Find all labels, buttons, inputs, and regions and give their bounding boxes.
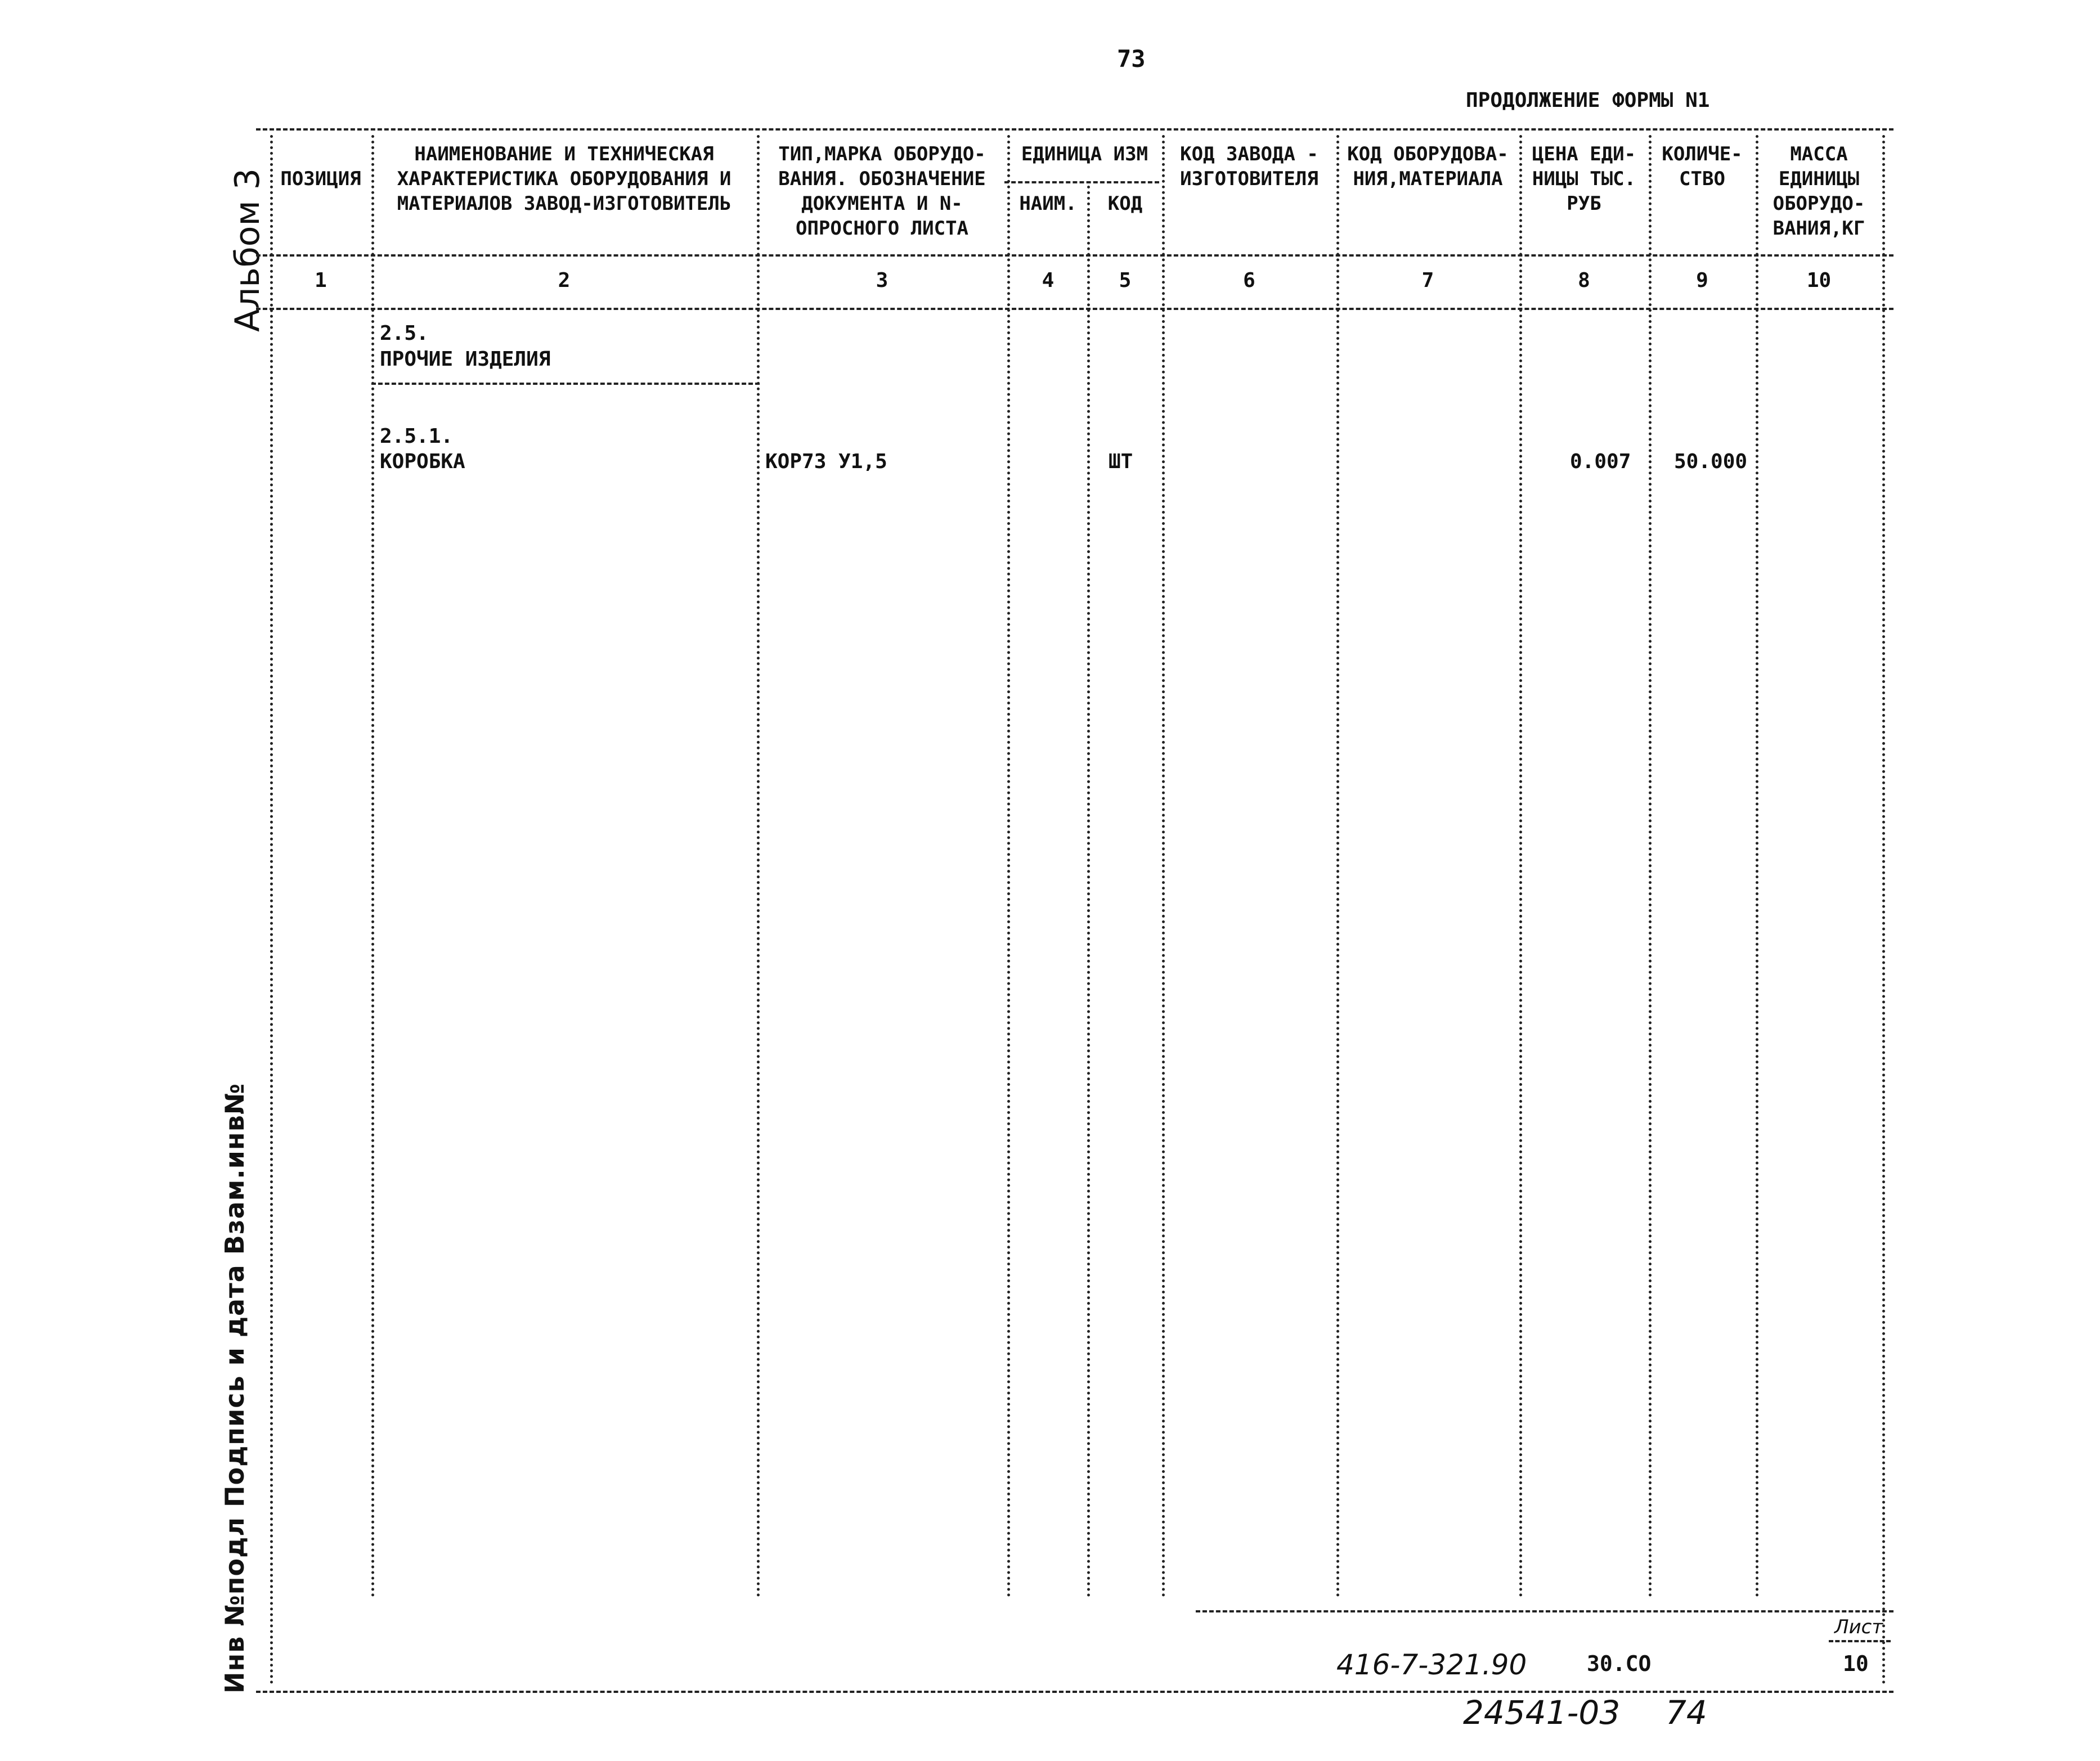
rule-header-bottom (256, 254, 1893, 257)
doc-code: 416-7-321.90 (1336, 1648, 1527, 1681)
header-type: ТИП,МАРКА ОБОРУДО- ВАНИЯ. ОБОЗНАЧЕНИЕ ДОКУМЕНТА И N-ОПРОСНОГО ЛИСТА (778, 143, 986, 240)
section-number: 2.5. (380, 322, 429, 345)
colnum-6: 6 (1243, 269, 1255, 292)
rule-footer-top (1196, 1610, 1893, 1612)
rule-bottom (256, 1691, 1893, 1693)
item-unit: ШТ (1109, 450, 1133, 473)
col-line-3 (1007, 135, 1010, 1598)
sheet-number: 10 (1843, 1651, 1869, 1676)
doc-sub: 30.СО (1587, 1651, 1652, 1676)
col-line-8 (1649, 135, 1652, 1598)
col-line-5 (1162, 135, 1165, 1598)
rule-section (371, 383, 760, 385)
colnum-4: 4 (1042, 269, 1055, 292)
continuation-title: ПРОДОЛЖЕНИЕ ФОРМЫ N1 (1466, 89, 1710, 112)
header-name: НАИМЕНОВАНИЕ И ТЕХНИЧЕСКАЯ ХАРАКТЕРИСТИКА ОБОРУДОВАНИЯ И МАТЕРИАЛОВ ЗАВОД-ИЗГОТОВИТЕЛЬ (397, 143, 732, 215)
archive-number: 24541-03 (1463, 1693, 1621, 1732)
header-material-code: КОД ОБОРУДОВА- НИЯ,МАТЕРИАЛА (1347, 143, 1509, 190)
col-line-1 (371, 135, 374, 1598)
col-line-9 (1756, 135, 1758, 1598)
colnum-3: 3 (876, 269, 889, 292)
colnum-5: 5 (1119, 269, 1132, 292)
item-price: 0.007 (1570, 450, 1631, 473)
item-type: КОР73 У1,5 (765, 450, 887, 473)
header-mass: МАССА ЕДИНИЦЫ ОБОРУДО- ВАНИЯ,КГ (1773, 143, 1865, 240)
album-label: Альбом 3 (228, 168, 267, 332)
colnum-10: 10 (1806, 269, 1832, 292)
item-quantity: 50.000 (1674, 450, 1748, 473)
header-price: ЦЕНА ЕДИ- НИЦЫ ТЫС. РУБ (1532, 143, 1636, 215)
item-name: КОРОБКА (380, 450, 465, 473)
section-name: ПРОЧИЕ ИЗДЕЛИЯ (380, 348, 551, 371)
col-line-4 (1087, 186, 1090, 1598)
page-number: 73 (1117, 45, 1146, 73)
col-line-2 (757, 135, 760, 1598)
rule-under-unit (1004, 181, 1159, 183)
rule-top (256, 128, 1893, 131)
rule-sheet (1829, 1640, 1891, 1642)
col-line-6 (1336, 135, 1339, 1598)
colnum-9: 9 (1696, 269, 1708, 292)
header-unit-name: НАИМ. (1019, 192, 1077, 215)
colnum-7: 7 (1421, 269, 1434, 292)
header-unit-code: КОД (1107, 192, 1143, 215)
colnum-8: 8 (1578, 269, 1590, 292)
header-position: ПОЗИЦИЯ (280, 168, 361, 190)
col-line-10 (1882, 135, 1885, 1685)
archive-page: 74 (1666, 1693, 1707, 1732)
header-quantity: КОЛИЧЕ- СТВО (1662, 143, 1743, 190)
colnum-1: 1 (315, 269, 327, 292)
header-plant-code: КОД ЗАВОДА - ИЗГОТОВИТЕЛЯ (1180, 143, 1318, 190)
subsection-number: 2.5.1. (380, 425, 454, 448)
header-unit: ЕДИНИЦА ИЗМ (1021, 143, 1148, 165)
sheet-label: Лист (1834, 1616, 1883, 1638)
col-line-7 (1519, 135, 1522, 1598)
colnum-2: 2 (558, 269, 571, 292)
col-line-0 (270, 135, 273, 1685)
left-stamp: Инв №подл Подпись и дата Взам.инв№ (219, 1082, 250, 1693)
rule-numbers-bottom (256, 308, 1893, 310)
